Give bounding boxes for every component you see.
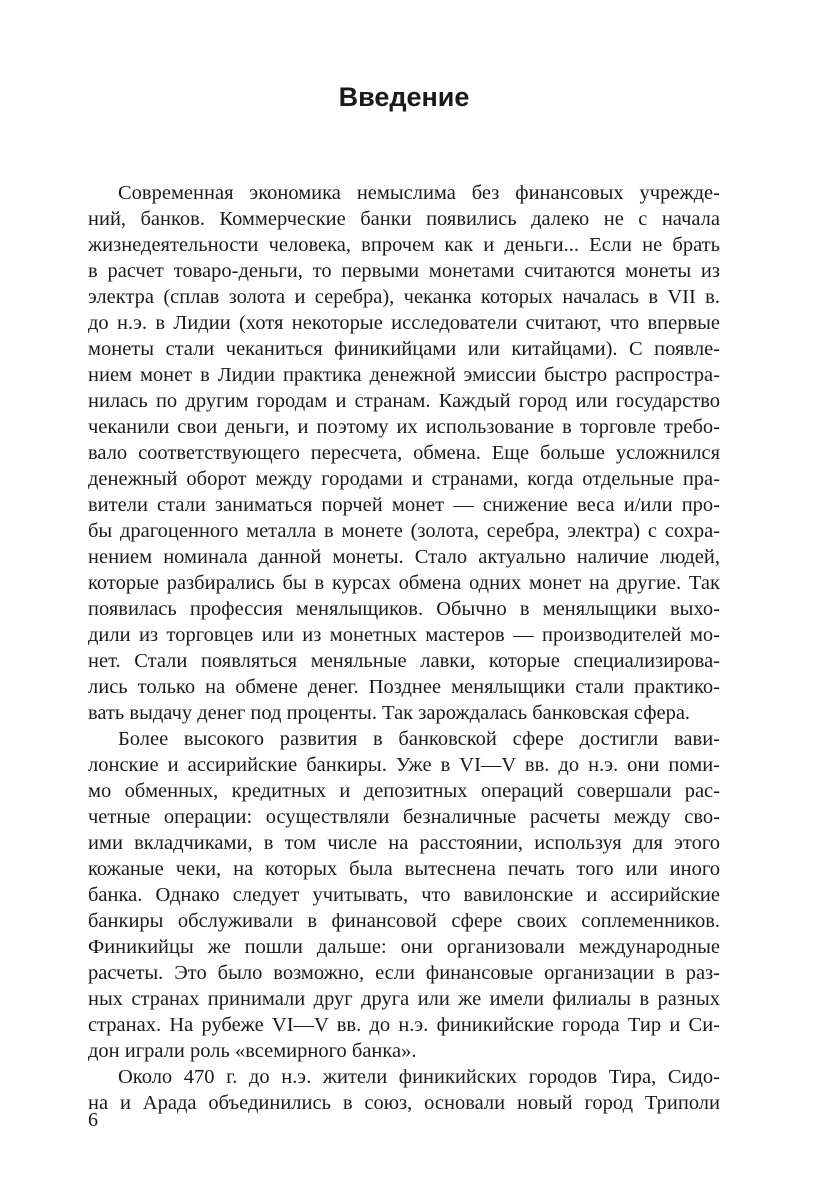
text-line: нет. Стали появляться меняльные лавки, которые специализирова-: [88, 650, 720, 672]
text-line: Финикийцы же пошли дальше: они организовали международные: [88, 936, 720, 958]
text-line: четные операции: осуществляли безналичные расчеты между сво-: [88, 806, 720, 828]
text-line: дили из торговцев или из монетных мастеров — производителей мо-: [88, 624, 720, 646]
text-line: банка. Однако следует учитывать, что вавилонские и ассирийские: [88, 884, 720, 906]
text-line: кожаные чеки, на которых была вытеснена печать того или иного: [88, 858, 720, 880]
text-line: вать выдачу денег под проценты. Так зарождалась банковская сфера.: [88, 702, 691, 724]
text-line: электра (сплав золота и серебра), чеканка которых началась в VII в.: [88, 286, 720, 308]
text-line: Более высокого развития в банковской сфере достигли вави-: [118, 728, 720, 750]
text-line: ими вкладчиками, в том числе на расстоянии, используя для этого: [88, 832, 720, 854]
text-line: жизнедеятельности человека, впрочем как и деньги... Если не брать: [88, 234, 720, 256]
text-line: нением номинала данной монеты. Стало актуально наличие людей,: [88, 546, 720, 568]
text-line: странах. На рубеже VI—V вв. до н.э. финикийские города Тир и Си-: [88, 1014, 720, 1036]
text-line: Современная экономика немыслима без финансовых учрежде-: [118, 182, 720, 204]
text-line: появилась профессия менялыщиков. Обычно в менялыщики выхо-: [88, 598, 720, 620]
text-line: лись только на обмене денег. Позднее менялыщики стали практико-: [88, 676, 720, 698]
paragraph: [88, 180, 720, 726]
paragraph: [88, 1064, 720, 1116]
text-line: ных странах принимали друг друга или же имели филиалы в разных: [88, 988, 720, 1010]
text-line: лонские и ассирийские банкиры. Уже в VI—V вв. до н.э. они поми-: [88, 754, 720, 776]
text-line: банкиры обслуживали в финансовой сфере своих соплеменников.: [88, 910, 720, 932]
text-line: вители стали заниматься порчей монет — снижение веса и/или про-: [88, 494, 720, 516]
text-line: ний, банков. Коммерческие банки появились далеко не с начала: [88, 208, 720, 230]
text-line: чеканили свои деньги, и поэтому их использование в торговле требо-: [88, 416, 720, 438]
text-line: нием монет в Лидии практика денежной эмиссии быстро распростра-: [88, 364, 720, 386]
text-line: нилась по другим городам и странам. Каждый город или государство: [88, 390, 720, 412]
text-line: в расчет товаро-деньги, то первыми монетами считаются монеты из: [88, 260, 720, 282]
text-line: денежный оборот между городами и странами, когда отдельные пра-: [88, 468, 720, 490]
text-line: бы драгоценного металла в монете (золота, серебра, электра) с сохра-: [88, 520, 720, 542]
text-line: до н.э. в Лидии (хотя некоторые исследователи считают, что впервые: [88, 312, 720, 334]
text-line: дон играли роль «всемирного банка».: [88, 1040, 417, 1062]
chapter-title: Введение: [338, 82, 470, 112]
text-line: Около 470 г. до н.э. жители финикийских городов Тира, Сидо-: [118, 1066, 720, 1088]
text-line: на и Арада объединились в союз, основали новый город Триполи: [88, 1092, 720, 1114]
text-line: которые разбирались бы в курсах обмена одних монет на другие. Так: [88, 572, 720, 594]
page-number: 6: [88, 1109, 98, 1131]
body-text: [88, 180, 720, 1116]
text-line: мо обменных, кредитных и депозитных операций совершали рас-: [88, 780, 720, 802]
text-line: монеты стали чеканиться финикийцами или китайцами). С появле-: [88, 338, 720, 360]
text-line: расчеты. Это было возможно, если финансовые организации в раз-: [88, 962, 720, 984]
text-line: вало соответствующего пересчета, обмена. Еще больше усложнился: [88, 442, 720, 464]
paragraph: [88, 726, 720, 1064]
